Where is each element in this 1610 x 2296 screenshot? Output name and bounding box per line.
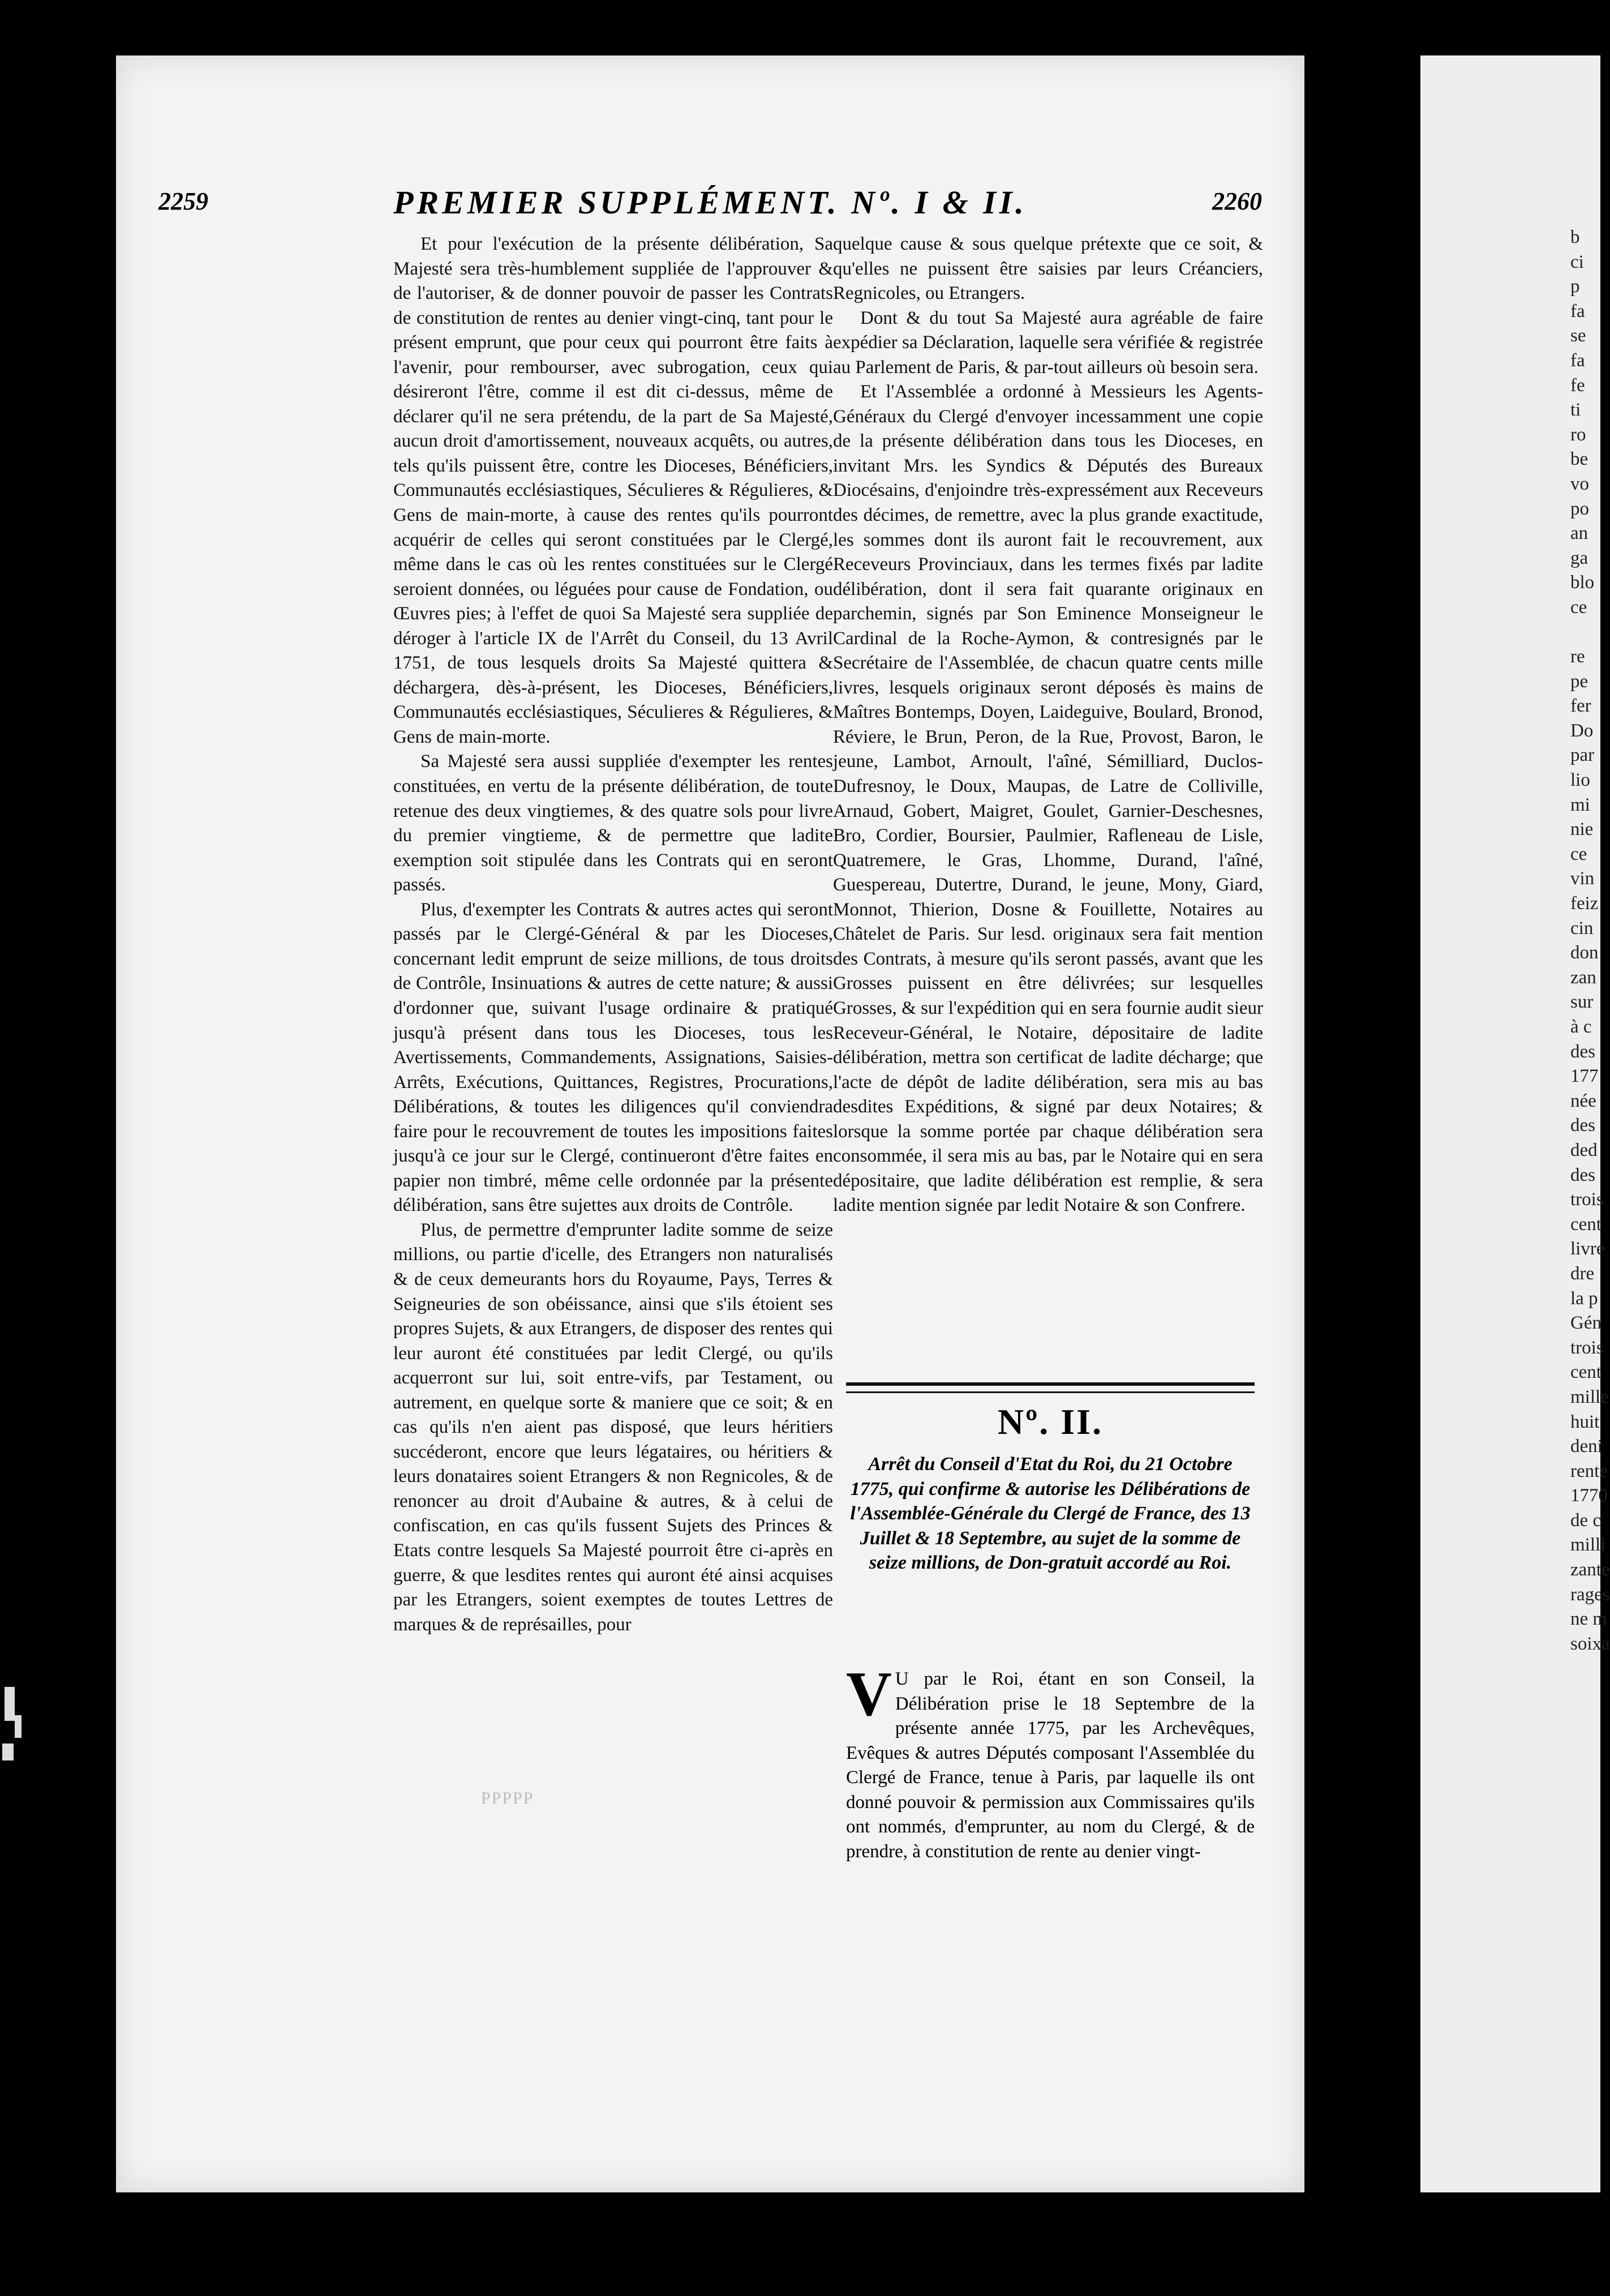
paragraph: Et l'Assemblée a ordonné à Messieurs les Agents-Généraux du Clergé d'envoyer incessamment une copie de la présente délibération dans tous les Dioceses, en invitant Mrs. les Syndics & Députés des Bureaux Diocésains, d'enjoindre très-expressément aux Receveurs des décimes, de remettre, avec la plus grande exactitude, les sommes dont ils auront fait le recouvrement, aux Receveurs Provinciaux, dans les termes fixés par ladite délibération, dont il sera fait quarante originaux en parchemin, signés par Son Eminence Monseigneur le Cardinal de la Roche-Aymon, & contresignés par le Secrétaire de l'Assemblée, de chacun quatre cents mille livres, lesquels originaux seront déposés ès mains de Maîtres Bontemps, Doyen, Laideguive, Boulard, Bronod, Réviere, le Brun, Peron, de la Rue, Provost, Baron, le jeune, Lambot, Arnoult, l'aîné, Sémilliard, Duclos-Dufresnoy, le Doux, Maupas, de Latre de Colliville, Arnaud, Gobert, Maigret, Goulet, Garnier-Deschesnes, Bro, Cordier, Boursier, Paulmier, Rafleneau de Lisle, Quatremere, le Gras, Lhomme, Durand, l'aîné, Guespereau, Dutertre, Durand, le jeune, Mony, Giard, Monnot, Thierion, Dosne & Fouillette, Notaires au Châtelet de Paris. Sur lesd. originaux sera fait mention des Contrats, à mesure qu'ils seront passés, avant que les Grosses puissent en être délivrées; sur lesquelles Grosses, & sur l'expédition qui en sera fournie audit sieur Receveur-Général, le Notaire, dépositaire de ladite délibération, mettra son certificat de ladite décharge; que l'acte de dépôt de ladite délibération, sera mis au bas desdites Expéditions, & signé par deux Notaires; & lorsque la somme portée par chaque délibération sera consommée, il sera mis au bas, par le Notaire qui en sera dépositaire, que ladite délibération est remplie, & sera ladite mention signée par ledit Notaire & son Confrere. (833, 382, 1263, 1216)
paragraph: Plus, de permettre d'emprunter ladite somme de seize millions, ou partie d'icelle, des Etrangers non naturalisés & de ceux demeurants hors du Royaume, Pays, Terres & Seigneuries de son obéissance, ainsi que s'ils étoient ses propres Sujets, & aux Etrangers, de disposer des rentes qui leur auront été constituées par ledit Clergé, ou qu'ils acquerront sur lui, soit entre-vifs, par Testament, ou autrement, en quelque sorte & maniere que ce soit; & en cas qu'ils n'en aient pas disposé, que leurs héritiers succéderont, encore que leurs légataires, ou héritiers & leurs donataires soient Etrangers & non Regnicoles, & de renoncer au droit d'Aubaine & autres, & à celui de confiscation, en cas qu'ils fussent Sujets des Princes & Etats contre lesquels Sa Majesté pourroit être ci-après en guerre, & que lesdites rentes qui auront été ainsi acquises par les Etrangers, soient exemptes de toutes Lettres de marques & de représailles, pour (393, 1219, 833, 1635)
paper-scraps (0, 1676, 34, 1789)
running-head (158, 184, 1262, 226)
paragraph: Dont & du tout Sa Majesté aura agréable de faire expédier sa Déclaration, laquelle sera vérifiée & registrée au Parlement de Paris, & par-tout ailleurs où besoin sera. (833, 307, 1263, 378)
facing-page-text-fragment: b ci p fa se fa fe ti ro be vo po an ga blo ce re pe fer Do par lio mi nie ce vin feiz cin don zan sur à c des 177 née des ded des trois cent livre dre la p Gén trois cent mille huit deni rente 1770 de c milli zante rages ne m soixa (1570, 227, 1610, 1654)
facing-page (1420, 55, 1610, 2192)
drop-cap: V (846, 1659, 892, 1729)
arret-title: Arrêt du Conseil d'Etat du Roi, du 21 Octobre 1775, qui confirme & autorise les Délibérations de l'Assemblée-Générale du Clergé de France, des 13 Juillet & 18 Septembre, au sujet de la somme de seize millions, de Don-gratuit accordé au Roi. (850, 1454, 1251, 1573)
section-rule (846, 1382, 1255, 1393)
paragraph: quelque cause & sous quelque prétexte que ce soit, & qu'elles ne puissent être saisies par leurs Créanciers, Regnicoles, ou Etrangers. (833, 234, 1263, 304)
left-column (393, 232, 833, 1637)
right-column (833, 232, 1263, 1218)
scan-margin-left (0, 0, 116, 2296)
library-stamp: PPPPP (481, 1789, 534, 1807)
paragraph: Plus, d'exempter les Contrats & autres actes qui seront passés par le Clergé-Général & par les Dioceses, concernant ledit emprunt de seize millions, de tous droits de Contrôle, Insinuations & autres de cette nature; & aussi d'ordonner que, suivant l'usage ordinaire & pratiqué jusqu'à présent dans tous les Dioceses, tous les Avertissements, Commandements, Assignations, Saisies-Arrêts, Exécutions, Quittances, Registres, Procurations, Délibérations, & toutes les diligences qu'il conviendra faire pour le recouvrement de toutes les impositions faites jusqu'à ce jour sur le Clergé, continueront d'être faites en papier non timbré, même celle ordonnée par la présente délibération, sans être sujettes aux droits de Contrôle. (393, 899, 833, 1216)
paragraph: Sa Majesté sera aussi suppliée d'exempter les rentes constituées, en vertu de la présente délibération, de toute retenue des deux vingtiemes, & des quatre sols pour livre du premier vingtieme, & de permettre que ladite exemption soit stipulée dans les Contrats qui en seront passés. (393, 751, 833, 896)
scan-gutter (1304, 0, 1420, 2296)
section-heading: Nº. II. (997, 1402, 1104, 1442)
arret-body (846, 1659, 1255, 1864)
page-number-right: 2260 (1212, 187, 1262, 215)
arret-text: U par le Roi, étant en son Conseil, la Délibération prise le 18 Septembre de la présente année 1775, par les Archevêques, Evêques & autres Députés composant l'Assemblée du Clergé de France, tenue à Paris, par laquelle ils ont donné pouvoir & permission aux Commissaires qu'ils ont nommés, d'emprunter, au nom du Clergé, & de prendre, à constitution de rente au denier vingt- (846, 1669, 1255, 1862)
paragraph: Et pour l'exécution de la présente délibération, Sa Majesté sera très-humblement suppliée de l'approuver & de l'autoriser, & de donner pouvoir de passer les Contrats de constitution de rentes au denier vingt-cinq, tant pour le présent emprunt, que pour ceux qui pourront être faits à l'avenir, pour rembourser, avec subrogation, ceux qui désireront l'être, comme il est dit ci-dessus, même de déclarer qu'il ne sera prétendu, de la part de Sa Majesté, aucun droit d'amortissement, nouveaux acquêts, ou autres, tels qu'ils puissent être, contre les Dioceses, Bénéficiers, Communautés ecclésiastiques, Séculieres & Régulieres, & Gens de main-morte, à cause des rentes qu'ils pourront acquérir de celles qui seront constituées par le Clergé, même dans le cas où les rentes constituées sur le Clergé seroient données, ou léguées pour cause de Fondation, ou Œuvres pies; à l'effet de quoi Sa Majesté sera suppliée de déroger à l'article IX de l'Arrêt du Conseil, du 13 Avril 1751, de tous lesquels droits Sa Majesté quittera & déchargera, dès-à-présent, les Dioceses, Bénéficiers, Communautés ecclésiastiques, Séculieres & Régulieres, & Gens de main-morte. (393, 234, 833, 747)
running-title: PREMIER SUPPLÉMENT. Nº. I & II. (393, 184, 1027, 221)
page-number-left: 2259 (158, 187, 208, 215)
